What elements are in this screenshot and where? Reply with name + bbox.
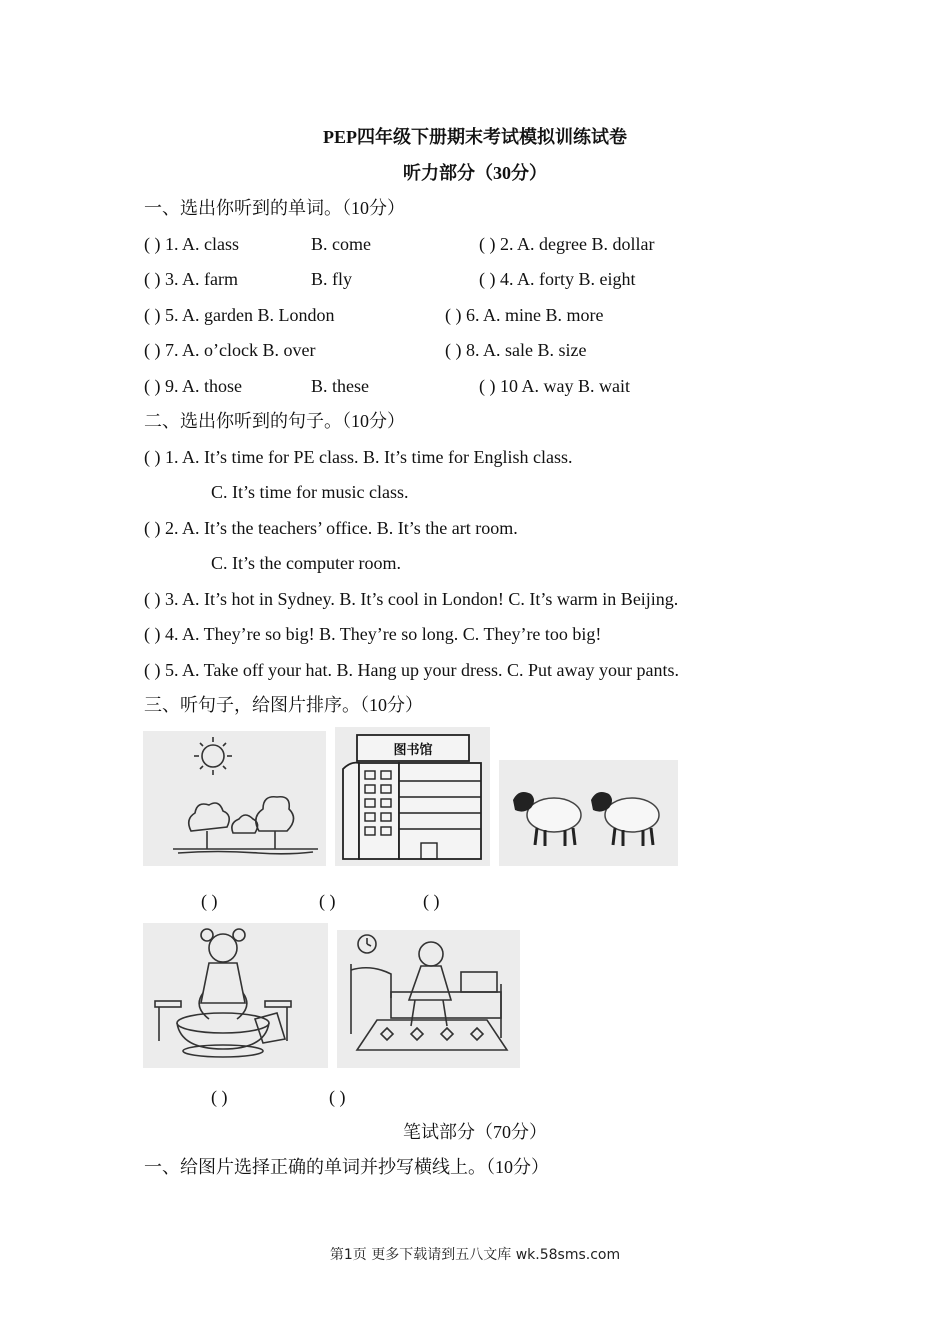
answer-blank-picture-1[interactable]: ( ) [201,891,218,911]
part2-q2-option-c: C. It’s the computer room. [211,553,401,573]
girl-on-bed-picture [337,930,520,1068]
part1-q1-option-b: B. come [311,234,371,254]
listening-section-header: 听力部分（30分） [403,163,547,183]
part2-q1: ( ) 1. A. It’s time for PE class. B. It’s time for English class. [144,447,573,467]
written-part1-heading: 一、给图片选择正确的单词并抄写横线上。（10分） [144,1157,549,1177]
sheep-icon [513,792,581,846]
part1-q6: ( ) 6. A. mine B. more [445,305,604,325]
part1-q4: ( ) 4. A. forty B. eight [479,269,636,289]
answer-blank-picture-2[interactable]: ( ) [319,891,336,911]
part2-q1-option-c: C. It’s time for music class. [211,482,409,502]
part1-q5: ( ) 5. A. garden B. London [144,305,335,325]
part1-q7: ( ) 7. A. o’clock B. over [144,340,316,360]
part1-q8: ( ) 8. A. sale B. size [445,340,587,360]
part1-q3: ( ) 3. A. farm [144,269,238,289]
part1-q9-option-b: B. these [311,376,369,396]
sun-icon [202,745,224,767]
library-sign-text: 图书馆 [393,743,433,758]
sheep-icon [591,792,659,846]
part2-q5: ( ) 5. A. Take off your hat. B. Hang up your dress. C. Put away your pants. [144,660,679,680]
washing-clothes-picture [143,923,328,1068]
part1-heading: 一、选出你听到的单词。（10分） [144,198,405,218]
sunny-trees-picture [143,731,326,866]
part2-heading: 二、选出你听到的句子。（10分） [144,411,405,431]
part1-q3-option-b: B. fly [311,269,353,289]
answer-blank-picture-3[interactable]: ( ) [423,891,440,911]
sheep-picture [499,760,678,866]
part1-q2: ( ) 2. A. degree B. dollar [479,234,655,254]
part2-q3: ( ) 3. A. It’s hot in Sydney. B. It’s cool in London! C. It’s warm in Beijing. [144,589,679,609]
part2-q4: ( ) 4. A. They’re so big! B. They’re so long. C. They’re too big! [144,624,602,644]
part2-q2: ( ) 2. A. It’s the teachers’ office. B. It’s the art room. [144,518,518,538]
part1-q9: ( ) 9. A. those [144,376,242,396]
part1-q10: ( ) 10 A. way B. wait [479,376,630,396]
part1-q1: ( ) 1. A. class [144,234,239,254]
answer-blank-picture-4[interactable]: ( ) [211,1087,228,1107]
answer-blank-picture-5[interactable]: ( ) [329,1087,346,1107]
document-title: PEP四年级下册期末考试模拟训练试卷 [323,127,627,147]
part3-heading: 三、听句子，给图片排序。（10分） [144,695,423,715]
page-footer: 第1页 更多下载请到五八文库 wk.58sms.com [329,1247,621,1263]
written-section-header: 笔试部分（70分） [403,1122,547,1142]
library-picture [335,727,490,866]
